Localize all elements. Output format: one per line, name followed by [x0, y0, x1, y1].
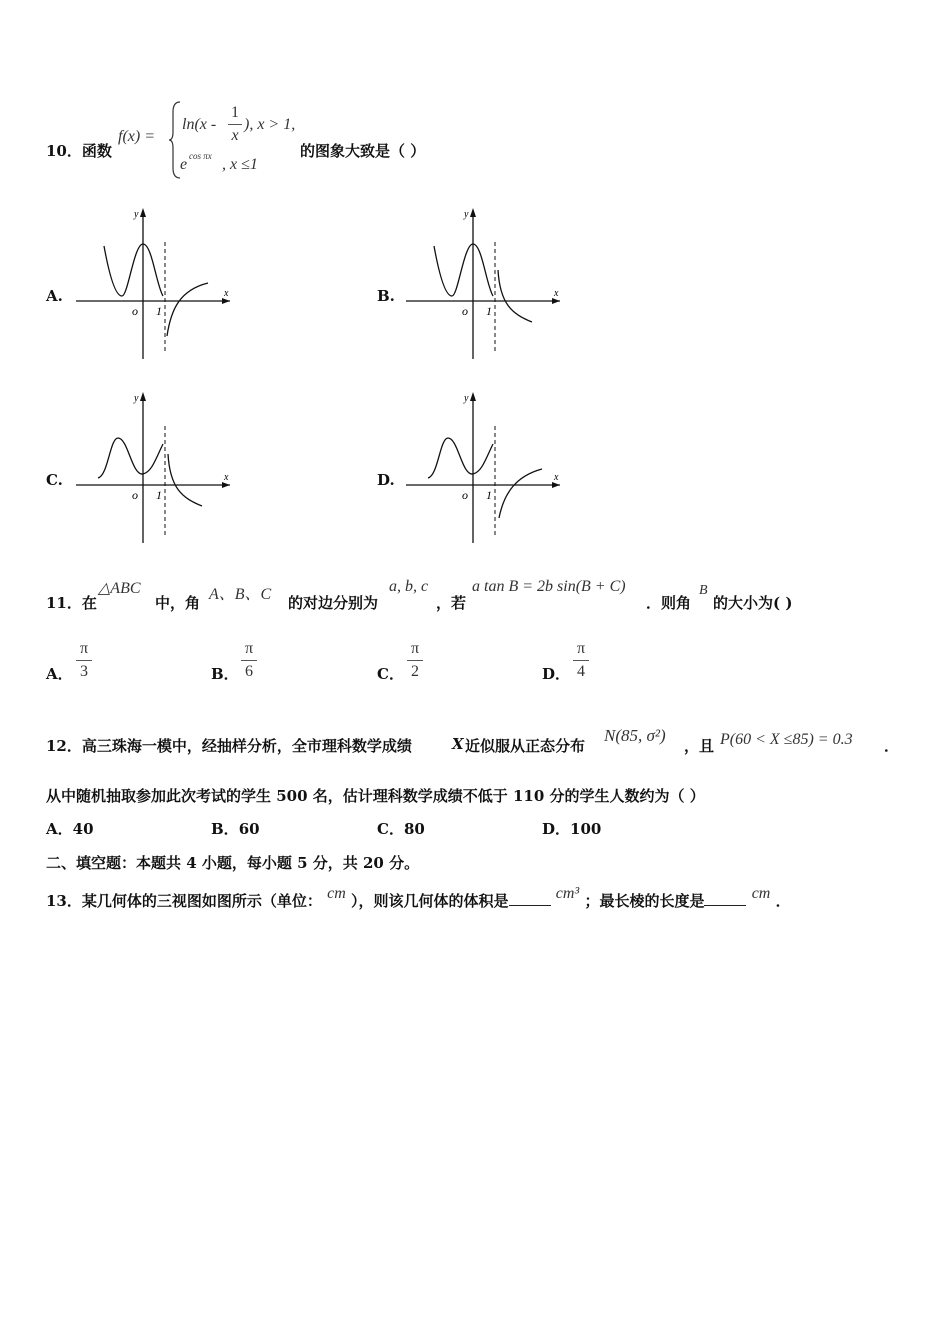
q11-angle-b: B — [699, 583, 708, 598]
q10-case1-fraction — [228, 104, 242, 145]
q10-option-c-graph — [70, 388, 240, 548]
q10-option-a-label: A. — [46, 287, 63, 305]
q11-option-a-den: 3 — [80, 663, 88, 680]
q10-option-d-label: D. — [377, 471, 395, 489]
q11-option-c-fraction — [407, 640, 423, 681]
q10-option-a-one: 1 — [156, 304, 162, 318]
q12-line1b: 近似服从正态分布 — [465, 737, 586, 755]
q10-case1-b: ), x > 1, — [244, 116, 296, 133]
q10-option-b-one: 1 — [486, 304, 492, 318]
q11-option-a-num: π — [79, 640, 89, 657]
q10-option-c-label: C. — [46, 471, 63, 489]
q10-case1-num: 1 — [231, 104, 239, 121]
q10-number: 10．函数 — [46, 142, 112, 160]
q10-option-d-x: x — [554, 472, 559, 483]
q11-text-3: ，若 — [436, 594, 467, 612]
section-2-heading: 二、填空题：本题共 4 小题，每小题 5 分，共 20 分。 — [46, 854, 420, 872]
q13-unit-cubed: cm³ — [555, 885, 580, 902]
q12-line2: 从中随机抽取参加此次考试的学生 500 名，估计理科数学成绩不低于 110 分的学生人数约为（ ） — [46, 787, 705, 805]
q10-option-c-one: 1 — [156, 488, 162, 502]
q10-option-b-graph — [400, 204, 570, 364]
q12-option-b: B．60 — [211, 820, 260, 838]
q13-text-2: ），则该几何体的体积是 — [351, 892, 509, 910]
q12-line1c: ，且 — [684, 737, 715, 755]
q12-var-x: X — [452, 735, 464, 753]
q11-option-b-den: 6 — [245, 663, 253, 680]
q11-text-5: 的大小为( ) — [713, 594, 793, 612]
q11-option-d-fraction — [573, 640, 589, 681]
q11-number: 11．在 — [46, 594, 97, 612]
q11-option-d-den: 4 — [577, 663, 585, 680]
q13-unit-2: cm — [751, 885, 771, 902]
q10-option-b-x: x — [554, 288, 559, 299]
q10-case2-exp: cos πx — [189, 151, 212, 161]
q11-text-4: ．则角 — [646, 594, 692, 612]
q10-option-c-x: x — [224, 472, 229, 483]
q11-option-a-fraction — [76, 640, 92, 681]
q12-option-c-value: 80 — [403, 820, 425, 838]
q13-text-1: 13．某几何体的三视图如图所示（单位： — [46, 892, 322, 910]
q11-option-d-label: D． — [542, 665, 571, 683]
q11-option-b-num: π — [244, 640, 254, 657]
q12-distribution: N(85, σ²) — [604, 726, 666, 745]
q11-option-c-num: π — [410, 640, 420, 657]
q13-text-3: ；最长棱的长度是 — [584, 892, 705, 910]
q10-option-b-y: y — [464, 209, 469, 220]
q10-option-b-origin: o — [462, 304, 468, 318]
q10-option-c-origin: o — [132, 488, 138, 502]
q11-option-c-den: 2 — [411, 663, 419, 680]
q13-edge-blank[interactable] — [704, 891, 746, 906]
q13-volume-blank[interactable] — [509, 891, 551, 906]
q10-option-c-y: y — [134, 393, 139, 404]
q10-tail: 的图象大致是（ ） — [300, 142, 426, 160]
q13-line — [46, 885, 791, 911]
q10-case2-b: , x ≤1 — [222, 156, 258, 173]
q11-text-1: 中，角 — [155, 594, 201, 612]
q11-option-b-label: B． — [211, 665, 239, 683]
q11-triangle: △ABC — [98, 580, 141, 597]
q11-option-d-num: π — [576, 640, 586, 657]
q13-text-4: ． — [775, 892, 791, 910]
q13-unit: cm — [327, 885, 346, 902]
q10-option-a-x: x — [224, 288, 229, 299]
q12-option-d: D．100 — [542, 820, 602, 838]
q11-option-c-label: C． — [377, 665, 404, 683]
q12-option-a: A．40 — [46, 820, 94, 838]
q12-option-a-value: 40 — [72, 820, 94, 838]
q11-sides: a, b, c — [389, 578, 429, 595]
q10-lead: 函数 — [81, 142, 112, 160]
q12-line1d: ． — [884, 737, 900, 755]
q12-option-c: C．80 — [377, 820, 425, 838]
q10-option-a-origin: o — [132, 304, 138, 318]
q11-equation: a tan B = 2b sin(B + C) — [472, 578, 626, 595]
q10-fx: f(x) = — [118, 128, 155, 145]
q10-option-a-graph — [70, 204, 240, 364]
q10-option-d-graph — [400, 388, 570, 548]
q12-line1: 12．高三珠海一模中，经抽样分析，全市理科数学成绩 — [46, 737, 412, 755]
q10-case1-den: x — [231, 127, 239, 144]
q10-option-d-one: 1 — [486, 488, 492, 502]
q11-option-b-fraction — [241, 640, 257, 681]
q12-probability: P(60 < X ≤85) = 0.3 — [720, 731, 853, 748]
q11-text-2: 的对边分别为 — [288, 594, 379, 612]
q12-option-b-value: 60 — [238, 820, 260, 838]
q10-option-d-origin: o — [462, 488, 468, 502]
q10-case2-base: e — [180, 156, 188, 173]
q10-option-a-y: y — [134, 209, 139, 220]
q10-case1-a: ln(x - — [182, 116, 217, 133]
q11-angles: A、B、C — [209, 586, 272, 603]
q10-option-d-y: y — [464, 393, 469, 404]
q10-option-b-label: B. — [377, 287, 395, 305]
q11-option-a-label: A． — [46, 665, 73, 683]
q12-option-d-value: 100 — [570, 820, 602, 838]
